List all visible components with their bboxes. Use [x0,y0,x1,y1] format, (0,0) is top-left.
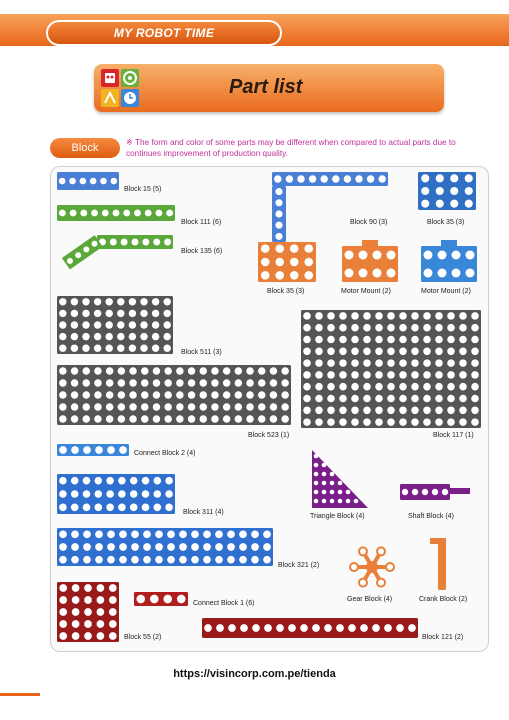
part-label-16: Block 321 (2) [278,562,320,569]
series-title-pill [46,20,282,46]
part-image-1 [57,172,119,190]
part-image-3 [57,233,175,281]
robot-time-logo-icon [100,68,140,108]
part-image-2 [57,205,175,221]
part-image-14 [312,450,368,508]
part-image-21 [202,618,418,638]
part-label-11: Block 117 (1) [433,432,474,439]
part-label-19: Connect Block 1 (6) [193,600,255,607]
part-label-18: Crank Block (2) [419,596,468,603]
part-image-20 [57,582,119,642]
section-tab-block: Block [50,138,120,158]
part-image-16 [57,528,273,566]
part-image-4 [272,172,388,242]
part-image-6 [258,242,316,282]
part-label-21: Block 121 (2) [422,634,464,641]
part-image-15 [400,480,470,502]
part-image-5 [418,172,476,210]
part-label-5: Block 35 (3) [427,219,465,226]
part-label-10: Block 523 (1) [248,432,290,439]
bottom-accent [0,693,40,696]
part-image-13 [57,474,175,514]
part-image-19 [134,592,188,606]
page-title: Part list [229,76,303,98]
part-label-8: Motor Mount (2) [421,288,471,295]
part-image-10 [57,365,291,425]
part-label-2: Block 111 (6) [181,219,222,226]
footer-url[interactable]: https://visincorp.com.pe/tienda [173,668,336,680]
part-label-13: Block 311 (4) [183,509,224,516]
title-band [94,64,444,112]
part-label-3: Block 135 (6) [181,248,223,255]
part-image-9 [57,296,173,354]
part-label-14: Triangle Block (4) [310,513,365,520]
part-label-9: Block 511 (3) [181,349,222,356]
part-label-15: Shaft Block (4) [408,513,454,520]
part-image-8 [421,240,477,282]
part-image-17 [346,544,398,590]
series-title: MY ROBOT TIME [113,26,215,40]
part-label-7: Motor Mount (2) [341,288,391,295]
part-image-11 [301,310,481,428]
part-label-4: Block 90 (3) [350,219,388,226]
part-label-20: Block 55 (2) [124,634,162,641]
part-image-18 [428,536,458,592]
part-label-6: Block 35 (3) [267,288,305,295]
disclaimer-note: ※ The form and color of some parts may be different when compared to actual parts due to continues improvement of production quality. [126,138,456,158]
part-image-7 [342,240,398,282]
part-label-12: Connect Block 2 (4) [134,450,196,457]
part-image-12 [57,444,129,456]
part-label-17: Gear Block (4) [347,596,393,603]
part-label-1: Block 15 (5) [124,186,162,193]
